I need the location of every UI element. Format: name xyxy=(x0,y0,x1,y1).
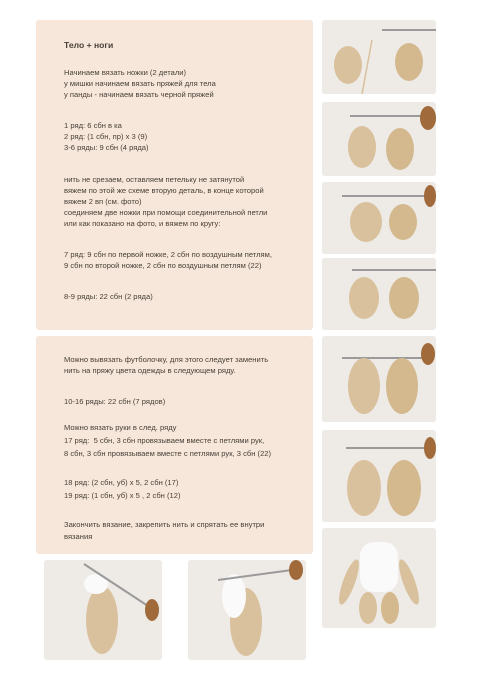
photo-arm-attach xyxy=(188,560,306,660)
instructions-panel-tshirt-arms xyxy=(36,336,313,554)
instruction-line: 17 ряд: 5 сбн, 3 сбн провязываем вместе с петлями рук, xyxy=(64,436,265,445)
instruction-line: 8 сбн, 3 сбн провязываем вместе с петлями рук, 3 сбн (22) xyxy=(64,449,272,458)
instruction-line: вяжем 2 вп (см. фото) xyxy=(64,197,142,206)
instruction-line: 18 ряд: (2 сбн, уб) х 5, 2 сбн (17) xyxy=(64,478,179,487)
photo-arm-attach xyxy=(44,560,162,660)
instruction-line: вязания xyxy=(64,532,93,541)
instruction-line: Закончить вязание, закрепить нить и спрятать ее внутри xyxy=(64,520,265,529)
instruction-line: или как показано на фото, и вяжем по кругу: xyxy=(64,219,221,228)
section-title: Тело + ноги xyxy=(64,40,114,50)
photo-leg-pieces xyxy=(322,258,436,330)
instruction-line: 3-6 ряды: 9 сбн (4 ряда) xyxy=(64,143,149,152)
instructions-panel-body-legs xyxy=(36,20,313,330)
photo-leg-pieces xyxy=(322,20,436,94)
instruction-line: 2 ряд: (1 сбн, пр) х 3 (9) xyxy=(64,132,148,141)
instruction-line: нить не срезаем, оставляем петельку не затянутой xyxy=(64,175,245,184)
instruction-line: 1 ряд: 6 сбн в ка xyxy=(64,121,122,130)
photo-leg-pieces xyxy=(322,182,436,254)
instruction-line: у мишки начинаем вязать пряжей для тела xyxy=(64,79,216,88)
instruction-line: 9 сбн по второй ножке, 2 сбн по воздушным петлям (22) xyxy=(64,261,262,270)
instruction-line: Начинаем вязать ножки (2 детали) xyxy=(64,68,187,77)
instruction-line: 19 ряд: (1 сбн, уб) х 5 , 2 сбн (12) xyxy=(64,491,181,500)
photo-leg-pieces xyxy=(322,102,436,176)
photo-finished-body xyxy=(322,528,436,628)
instruction-line: вяжем по этой же схеме вторую деталь, в конце которой xyxy=(64,186,264,195)
photo-joined-legs xyxy=(322,336,436,422)
instruction-line: 7 ряд: 9 сбн по первой ножке, 2 сбн по воздушным петлям, xyxy=(64,250,273,259)
instruction-line: 8-9 ряды: 22 сбн (2 ряда) xyxy=(64,292,153,301)
instruction-line: нить на пряжу цвета одежды в следующем ряду. xyxy=(64,366,236,375)
instruction-line: Можно вывязать футболочку, для этого следует заменить xyxy=(64,355,269,364)
instruction-line: Можно вязать руки в след. ряду xyxy=(64,423,177,432)
photo-joined-legs xyxy=(322,430,436,522)
instruction-line: соединяем две ножки при помощи соединительной петли xyxy=(64,208,268,217)
instruction-line: у панды - начинаем вязать черной пряжей xyxy=(64,90,214,99)
instruction-line: 10-16 ряды: 22 сбн (7 рядов) xyxy=(64,397,166,406)
